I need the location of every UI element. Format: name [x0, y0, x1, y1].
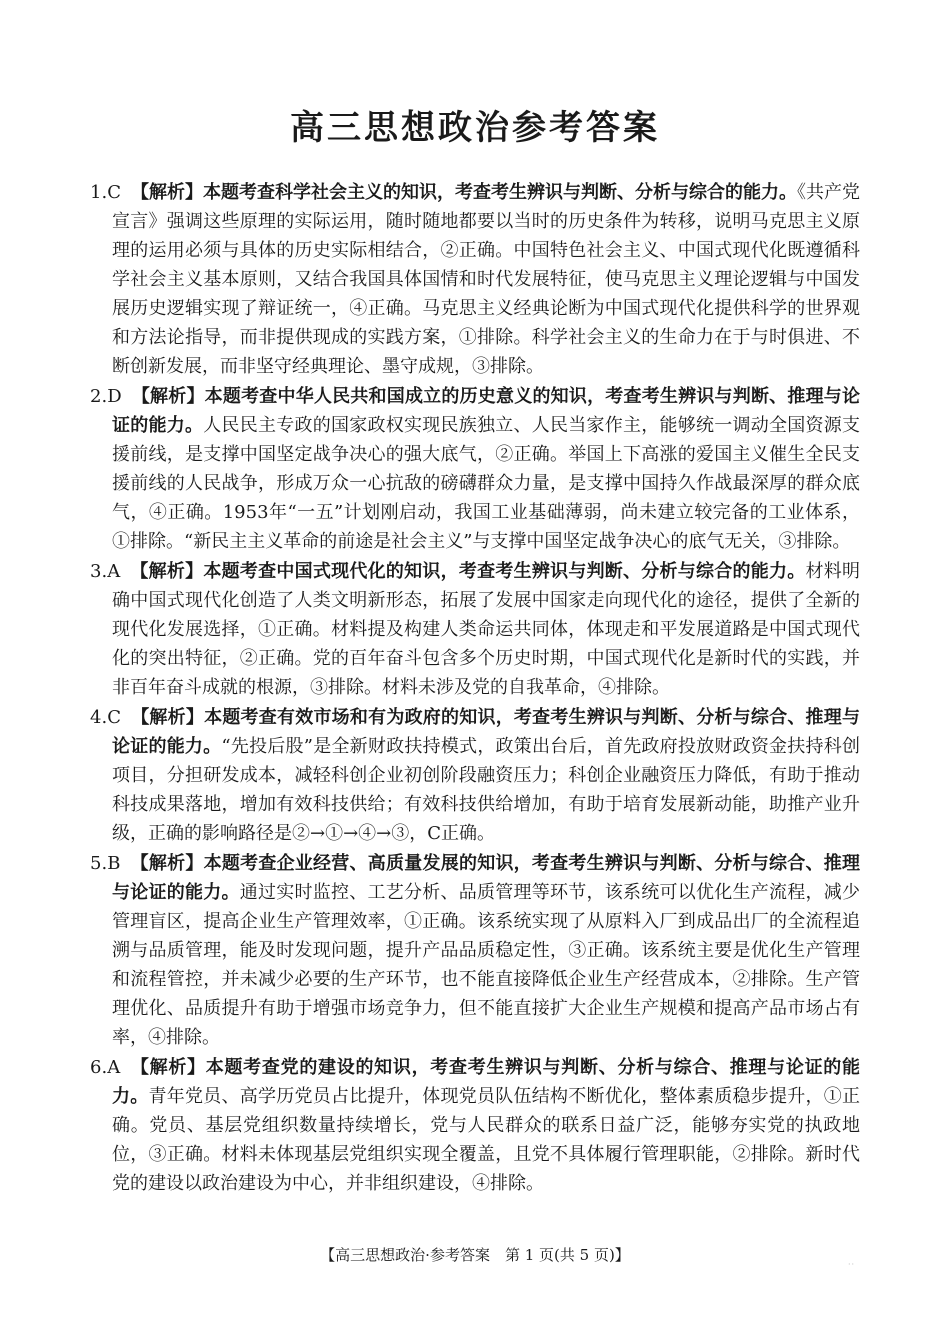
answer-item	[90, 178, 860, 381]
corner-mark: ··	[848, 1260, 856, 1269]
item-lead: 【解析】本题考查党的建设的知识，考查考生辨识与判断、分析与综合、推理与论证的能力。	[112, 1057, 860, 1107]
item-number: 4.	[90, 707, 108, 728]
item-number: 1.	[90, 182, 108, 203]
item-answer: B	[107, 853, 121, 874]
item-answer: A	[107, 561, 121, 582]
item-lead: 【解析】本题考查企业经营、高质量发展的知识，考查考生辨识与判断、分析与综合、推理与论证的能力。	[112, 853, 860, 903]
item-lead: 【解析】本题考查中华人民共和国成立的历史意义的知识，考查考生辨识与判断、推理与论证的能力。	[112, 386, 860, 436]
page-title: 高三思想政治参考答案	[290, 108, 660, 148]
item-text: 通过实时监控、工艺分析、品质管理等环节，该系统可以优化生产流程，减少管理盲区，提高企业生产管理效率，①正确。该系统实现了从原料入厂到成品出厂的全流程追溯与品质管理，能及时发现问题，提升产品品质稳定性，③正确。该系统主要是优化生产管理和流程管控，并未减少必要的生产环节，也不能直接降低企业生产经营成本，②排除。生产管理优化、品质提升有助于增强市场竞争力，但不能直接扩大企业生产规模和提高产品市场占有率，④排除。	[112, 882, 860, 1048]
item-number: 3.	[90, 561, 108, 582]
answer-item	[90, 849, 860, 1052]
item-lead: 【解析】本题考查有效市场和有为政府的知识，考查考生辨识与判断、分析与综合、推理与论证的能力。	[112, 707, 860, 757]
answer-item	[90, 557, 860, 702]
item-lead: 【解析】本题考查科学社会主义的知识，考查考生辨识与判断、分析与综合的能力。	[130, 182, 797, 203]
answer-item	[90, 1053, 860, 1198]
item-answer: C	[107, 182, 121, 203]
item-text: “先投后股”是全新财政扶持模式，政策出台后，首先政府投放财政资金扶持科创项目，分担研发成本，减轻科创企业初创阶段融资压力；科创企业融资压力降低，有助于推动科技成果落地，增加有效科技供给；有效科技供给增加，有助于培育发展新动能，助推产业升级，正确的影响路径是②→①→④→③，C正确。	[112, 736, 860, 844]
answer-list	[90, 178, 860, 1199]
item-text: 材料明确中国式现代化创造了人类文明新形态，拓展了发展中国家走向现代化的途径，提供了全新的现代化发展选择，①正确。材料提及构建人类命运共同体，体现走和平发展道路是中国式现代化的突出特征，②正确。党的百年奋斗包含多个历史时期，中国式现代化是新时代的实践，并非百年奋斗成就的根源，③排除。材料未涉及党的自我革命，④排除。	[112, 561, 861, 698]
item-number: 2.	[90, 386, 108, 407]
answer-item	[90, 703, 860, 848]
item-answer: D	[107, 386, 122, 407]
item-answer: C	[107, 707, 121, 728]
answer-item	[90, 382, 860, 556]
item-lead: 【解析】本题考查中国式现代化的知识，考查考生辨识与判断、分析与综合的能力。	[130, 561, 806, 582]
item-answer: A	[107, 1057, 121, 1078]
item-number: 5.	[90, 853, 108, 874]
page-footer: 【高三思想政治·参考答案 第 1 页(共 5 页)】	[320, 1246, 630, 1264]
item-text: 人民民主专政的国家政权实现民族独立、人民当家作主，能够统一调动全国资源支援前线，是支撑中国坚定战争决心的强大底气，②正确。举国上下高涨的爱国主义催生全民支援前线的人民战争，形成万众一心抗敌的磅礴群众力量，是支撑中国持久作战最深厚的群众底气，④正确。1953年“一五”计划刚启动，我国工业基础薄弱，尚未建立较完备的工业体系，①排除。“新民主主义革命的前途是社会主义”与支撑中国坚定战争决心的底气无关，③排除。	[112, 415, 860, 552]
item-text: 《共产党宣言》强调这些原理的实际运用，随时随地都要以当时的历史条件为转移，说明马克思主义原理的运用必须与具体的历史实际相结合，②正确。中国特色社会主义、中国式现代化既遵循科学社会主义基本原则，又结合我国具体国情和时代发展特征，使马克思主义理论逻辑与中国发展历史逻辑实现了辩证统一，④正确。马克思主义经典论断为中国式现代化提供科学的世界观和方法论指导，而非提供现成的实践方案，①排除。科学社会主义的生命力在于与时俱进、不断创新发展，而非坚守经典理论、墨守成规，③排除。	[112, 182, 861, 377]
item-number: 6.	[90, 1057, 108, 1078]
item-text: 青年党员、高学历党员占比提升，体现党员队伍结构不断优化，整体素质稳步提升，①正确。党员、基层党组织数量持续增长，党与人民群众的联系日益广泛，能够夯实党的执政地位，③正确。材料未体现基层党组织实现全覆盖，且党不具体履行管理职能，②排除。新时代党的建设以政治建设为中心，并非组织建设，④排除。	[112, 1086, 860, 1194]
